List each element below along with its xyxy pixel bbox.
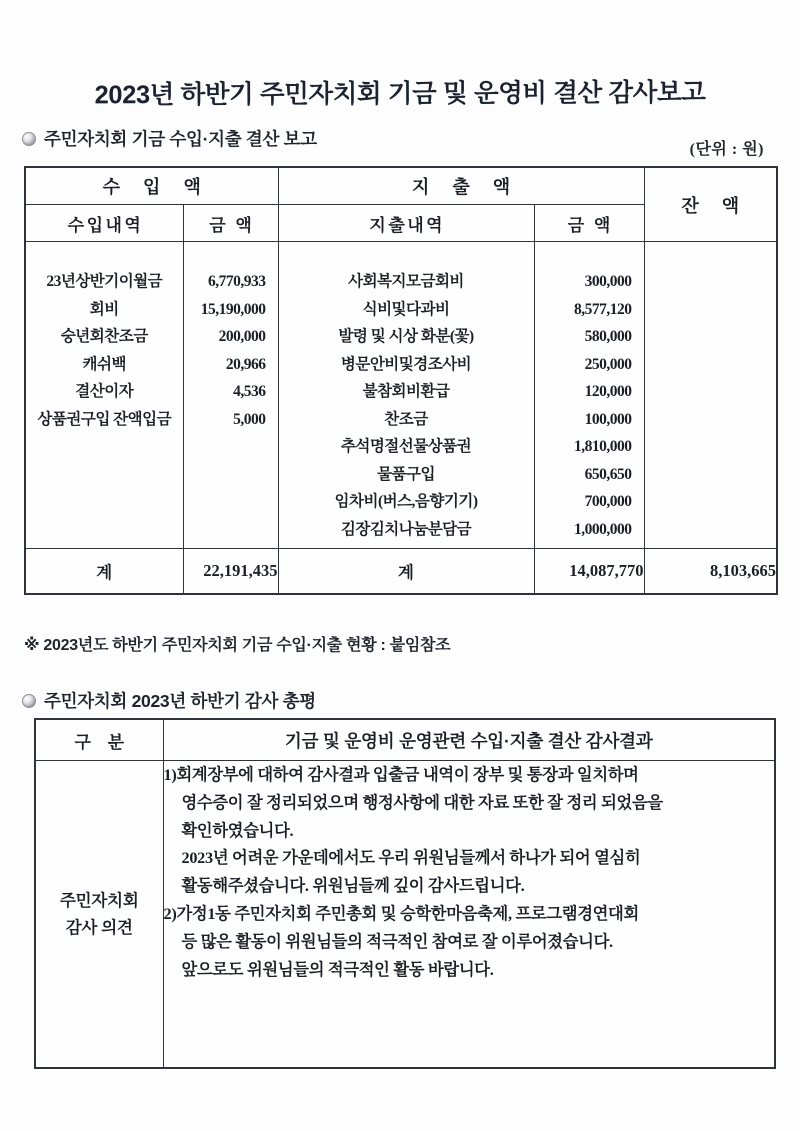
expense-row-amount: 8,577,120 bbox=[574, 300, 632, 318]
expense-row-name: 발령 및 시상 화분(꽃) bbox=[338, 328, 474, 345]
fund-footnote: ※ 2023년도 하반기 주민자치회 기금 수입·지출 현황 : 붙임참조 bbox=[24, 637, 451, 654]
expense-row-amount: 1,000,000 bbox=[574, 520, 632, 538]
audit-opinion-line: 앞으로도 위원님들의 적극적인 활동 바랍니다. bbox=[181, 959, 494, 979]
income-row-amount: 4,536 bbox=[233, 383, 266, 400]
expense-row-name: 물품구입 bbox=[377, 465, 435, 483]
income-row-amount: 15,190,000 bbox=[200, 300, 266, 318]
header-audit-category: 구 분 bbox=[35, 719, 163, 761]
expense-row-name: 찬조금 bbox=[384, 410, 428, 428]
header-income-detail: 수입내역 bbox=[25, 205, 183, 242]
income-row-amount: 6,770,933 bbox=[208, 273, 266, 290]
audit-body-row bbox=[35, 761, 775, 1069]
audit-opinion-line: 2023년 어려운 가운데에서도 우리 위원님들께서 하나가 되어 열심히 bbox=[181, 848, 641, 868]
income-amount-list bbox=[184, 242, 278, 433]
balance-total-amount: 8,103,665 bbox=[644, 549, 777, 595]
audit-opinion-line: 등 많은 활동이 위원님들의 적극적인 참여로 잘 이루어졌습니다. bbox=[181, 931, 613, 951]
expense-row-name: 불참회비환급 bbox=[362, 383, 450, 400]
unit-note: (단위 : 원) bbox=[689, 141, 764, 158]
table-body-row bbox=[25, 242, 777, 549]
header-balance-group: 잔 액 bbox=[644, 167, 777, 242]
expense-total-label: 계 bbox=[278, 549, 534, 595]
income-row-name: 숭년회찬조금 bbox=[60, 328, 148, 345]
expense-amount-list bbox=[535, 242, 644, 543]
audit-opinion-cell bbox=[163, 761, 775, 1069]
income-row-amount: 200,000 bbox=[218, 328, 266, 345]
income-amounts-cell bbox=[183, 242, 278, 549]
income-row-name: 결산이자 bbox=[75, 383, 134, 400]
audit-opinion-text bbox=[164, 761, 775, 983]
income-row-name: 캐쉬백 bbox=[82, 355, 126, 373]
audit-opinion-line: 영수증이 잘 정리되었으며 행정사항에 대한 자료 또한 잘 정리 되었음을 bbox=[181, 792, 663, 812]
expense-row-name: 추석명절선물상품권 bbox=[340, 438, 472, 455]
audit-opinion-line: 확인하였습니다. bbox=[181, 820, 294, 840]
header-audit-result: 기금 및 운영비 운영관련 수입·지출 결산 감사결과 bbox=[163, 719, 775, 761]
expense-row-amount: 1,810,000 bbox=[574, 438, 632, 455]
header-expense-group: 지 출 액 bbox=[278, 167, 644, 205]
audit-section-heading bbox=[22, 688, 316, 713]
income-row-amount: 20,966 bbox=[225, 355, 266, 373]
header-income-group: 수 입 액 bbox=[25, 167, 278, 205]
audit-opinion-line: 2)가정1동 주민자치회 주민총회 및 승학한마음축제, 프로그램경연대회 bbox=[163, 903, 639, 923]
income-row-name: 23년상반기이월금 bbox=[46, 273, 163, 290]
expense-total-amount: 14,087,770 bbox=[534, 549, 644, 595]
audit-row-label-line2: 감사 의견 bbox=[65, 918, 133, 937]
settlement-table bbox=[24, 166, 778, 595]
audit-section-heading-label: 주민자치회 2023년 하반기 감사 총평 bbox=[44, 691, 316, 711]
sphere-bullet-icon bbox=[22, 694, 36, 708]
expense-row-name: 사회복지모금회비 bbox=[348, 273, 464, 290]
expense-row-amount: 650,650 bbox=[584, 465, 632, 483]
audit-opinion-line: 1)회계장부에 대하여 감사결과 입출금 내역이 장부 및 통장과 일치하며 bbox=[163, 765, 639, 784]
expense-names-cell bbox=[278, 242, 534, 549]
table-header-group-row bbox=[25, 167, 777, 205]
fund-section-heading bbox=[22, 126, 317, 151]
sphere-bullet-icon bbox=[22, 132, 36, 146]
balance-empty-cell bbox=[644, 242, 777, 549]
expense-row-amount: 250,000 bbox=[584, 355, 632, 373]
audit-header-row bbox=[35, 719, 775, 761]
header-income-amount: 금 액 bbox=[183, 205, 278, 242]
income-row-name: 회비 bbox=[89, 300, 119, 318]
audit-row-label-line1: 주민자치회 bbox=[59, 891, 139, 910]
audit-row-label bbox=[35, 761, 163, 1069]
audit-opinion-line: 활동해주셨습니다. 위원님들께 깊이 감사드립니다. bbox=[181, 876, 525, 896]
income-name-list bbox=[26, 242, 183, 433]
income-row-amount: 5,000 bbox=[233, 410, 266, 428]
audit-opinion-table bbox=[34, 718, 776, 1069]
expense-row-name: 식비및다과비 bbox=[362, 300, 450, 318]
expense-row-name: 병문안비및경조사비 bbox=[340, 355, 472, 373]
expense-row-name: 임차비(버스,음향기기) bbox=[334, 493, 478, 510]
expense-row-amount: 120,000 bbox=[584, 383, 632, 400]
fund-section-heading-label: 주민자치회 기금 수입·지출 결산 보고 bbox=[44, 129, 317, 149]
table-total-row bbox=[25, 549, 777, 595]
expense-amounts-cell bbox=[534, 242, 644, 549]
expense-row-name: 김장김치나눔분담금 bbox=[340, 520, 472, 538]
expense-row-amount: 580,000 bbox=[584, 328, 632, 345]
income-names-cell bbox=[25, 242, 183, 549]
expense-row-amount: 300,000 bbox=[584, 273, 632, 290]
income-total-label: 계 bbox=[25, 549, 183, 595]
income-total-amount: 22,191,435 bbox=[183, 549, 278, 595]
expense-row-amount: 700,000 bbox=[584, 493, 632, 510]
expense-row-amount: 100,000 bbox=[584, 410, 632, 428]
header-expense-detail: 지출내역 bbox=[278, 205, 534, 242]
page-title: 2023년 하반기 주민자치회 기금 및 운영비 결산 감사보고 bbox=[94, 78, 706, 110]
header-expense-amount: 금 액 bbox=[534, 205, 644, 242]
expense-name-list bbox=[279, 242, 534, 543]
income-row-name: 상품권구입 잔액입금 bbox=[37, 410, 172, 428]
